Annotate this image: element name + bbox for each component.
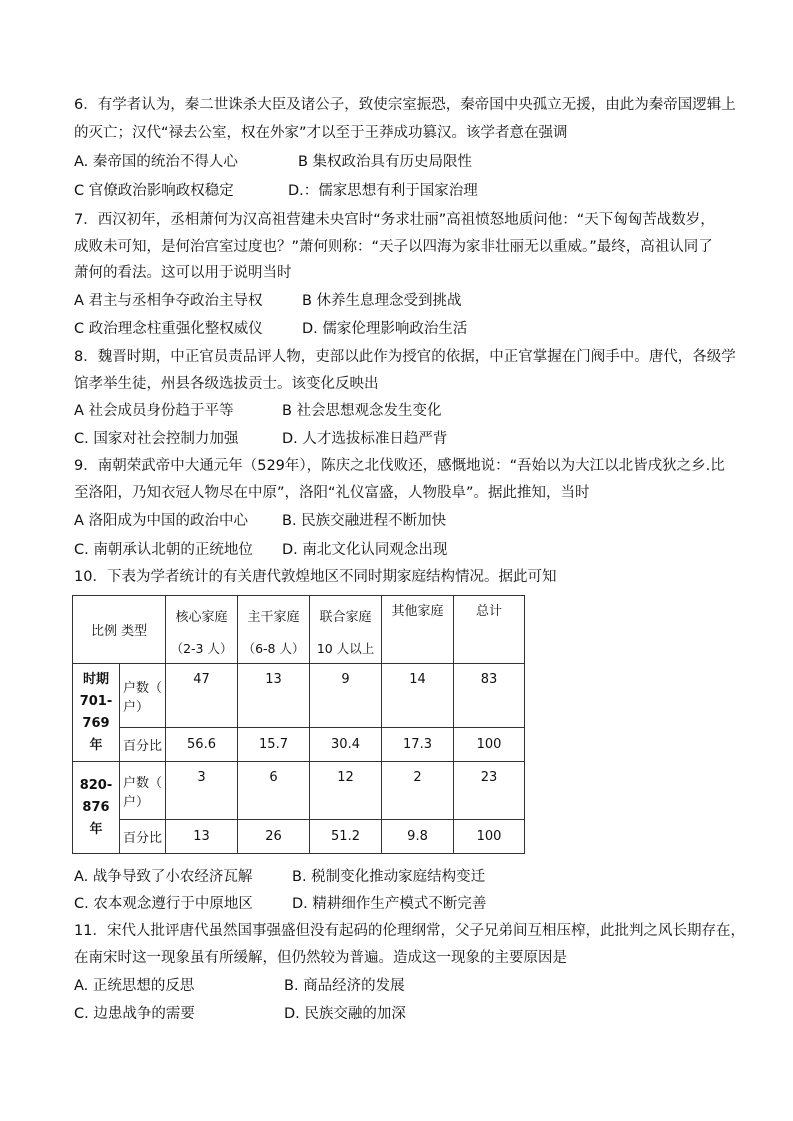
q11-option-b[interactable]: B. 商品经济的发展 [284, 978, 405, 994]
table-cell: 56.6 [166, 728, 238, 762]
period-label-820-876: 820-876 年 [73, 762, 120, 854]
table-cell: 2 [382, 762, 454, 820]
q7-stem-line1: 7．西汉初年，丞相萧何为汉高祖营建未央宫时“务求壮丽”高祖愤怒地质问他：“天下匈匈苦战数岁， [74, 212, 715, 228]
row-label-households: 户数（ 户） [120, 762, 166, 820]
table-cell: 14 [382, 664, 454, 728]
q11-option-d[interactable]: D. 民族交融的加深 [284, 1006, 406, 1022]
q8-option-d[interactable]: D. 人才选拔标准日趋严背 [282, 431, 448, 447]
table-cell: 9.8 [382, 820, 454, 854]
row-label-percent: 百分比 [120, 820, 166, 854]
q9-stem-line2: 至洛阳，乃知衣冠人物尽在中原”，洛阳“礼仪富盛，人物股阜”。据此推知，当时 [74, 485, 590, 501]
table-cell: 3 [166, 762, 238, 820]
table-cell: 100 [454, 820, 525, 854]
table-cell: 23 [454, 762, 525, 820]
q8-option-c[interactable]: C. 国家对社会控制力加强 [74, 431, 239, 447]
table-cell: 30.4 [310, 728, 382, 762]
period-label-701-769: 时期 701-769 年 [73, 664, 120, 762]
q7-stem-line3: 萧何的看法。这可以用于说明当时 [74, 265, 292, 281]
q10-option-b[interactable]: B. 税制变化推动家庭结构变迁 [292, 869, 486, 885]
q7-option-d[interactable]: D. 儒家伦理影响政治生活 [302, 321, 468, 337]
q9-option-d[interactable]: D. 南北文化认同观念出现 [282, 542, 448, 558]
family-structure-table [72, 595, 525, 854]
q7-option-c[interactable]: C 政治理念柱重强化整权威仪 [74, 321, 263, 337]
q8-option-b[interactable]: B 社会思想观念发生变化 [282, 403, 442, 419]
col-header-stem: 主干家庭 （6-8 人） [238, 596, 310, 664]
q10-stem-line1: 10．下表为学者统计的有关唐代敦煌地区不同时期家庭结构情况。据此可知 [74, 569, 557, 585]
table-cell: 12 [310, 762, 382, 820]
q9-option-b[interactable]: B. 民族交融进程不断加快 [282, 513, 447, 529]
table-cell: 13 [166, 820, 238, 854]
table-cell: 47 [166, 664, 238, 728]
col-header-total: 总计 [454, 596, 525, 664]
q7-option-a[interactable]: A 君主与丞相争夺政治主导权 [74, 293, 263, 309]
q11-stem-line1: 11．宋代人批评唐代虽然国事强盛但没有起码的伦理纲常，父子兄弟间互相压榨，此批判之风长期存在， [74, 923, 745, 939]
col-header-core: 核心家庭 （2-3 人） [166, 596, 238, 664]
table-cell: 100 [454, 728, 525, 762]
table-corner-header: 比例 类型 [73, 596, 166, 664]
q8-stem-line1: 8．魏晋时期，中正官员责品评人物，吏部以此作为授官的依据，中正官掌握在门阀手中。唐代，各级学 [74, 349, 736, 365]
q6-stem-line1: 6．有学者认为，秦二世诛杀大臣及诸公子，致使宗室振恐，秦帝国中央孤立无援，由此为秦帝国逻辑上 [74, 97, 736, 113]
q7-stem-line2: 成败未可知，是何治宫室过度也？”萧何则称：“天子以四海为家非壮丽无以重威。”最终，高祖认同了 [74, 239, 713, 255]
q6-stem-line2: 的灭亡；汉代“禄去公室，权在外家”才以至于王莽成功篡汉。该学者意在强调 [74, 125, 568, 141]
q11-stem-line2: 在南宋时这一现象虽有所缓解，但仍然较为普遍。造成这一现象的主要原因是 [74, 950, 567, 966]
q7-option-b[interactable]: B 休养生息理念受到挑战 [302, 293, 462, 309]
table-cell: 6 [238, 762, 310, 820]
table-cell: 26 [238, 820, 310, 854]
row-label-households: 户数（ 户） [120, 664, 166, 728]
q6-option-b[interactable]: B 集权政治具有历史局限性 [298, 154, 473, 170]
table-cell: 17.3 [382, 728, 454, 762]
table-cell: 15.7 [238, 728, 310, 762]
table-cell: 51.2 [310, 820, 382, 854]
q10-option-a[interactable]: A. 战争导致了小农经济瓦解 [74, 869, 253, 885]
table-cell: 13 [238, 664, 310, 728]
col-header-other: 其他家庭 [382, 596, 454, 664]
row-label-percent: 百分比 [120, 728, 166, 762]
table-cell: 83 [454, 664, 525, 728]
q9-option-a[interactable]: A 洛阳成为中国的政治中心 [74, 513, 249, 529]
q10-option-d[interactable]: D. 精耕细作生产模式不断完善 [292, 896, 487, 912]
q8-option-a[interactable]: A 社会成员身份趋于平等 [74, 403, 234, 419]
table-cell: 9 [310, 664, 382, 728]
q6-option-a[interactable]: A. 秦帝国的统治不得人心 [74, 154, 238, 170]
q10-option-c[interactable]: C. 农本观念遵行于中原地区 [74, 896, 253, 912]
q6-option-c[interactable]: C 官僚政治影响政权稳定 [74, 183, 234, 199]
q9-stem-line1: 9．南朝荣武帝中大通元年（529年），陈庆之北伐败还，感慨地说：“吾始以为大江以北皆戌狄之乡.比 [74, 458, 725, 474]
q11-option-c[interactable]: C. 边患战争的需要 [74, 1006, 195, 1022]
q11-option-a[interactable]: A. 正统思想的反思 [74, 978, 195, 994]
q9-option-c[interactable]: C. 南朝承认北朝的正统地位 [74, 542, 253, 558]
col-header-joint: 联合家庭 10 人以上 [310, 596, 382, 664]
q6-option-d[interactable]: D.：儒家思想有利于国家治理 [288, 183, 478, 199]
q8-stem-line2: 馆孝举生徒，州县各级选拔贡士。该变化反映出 [74, 376, 379, 392]
